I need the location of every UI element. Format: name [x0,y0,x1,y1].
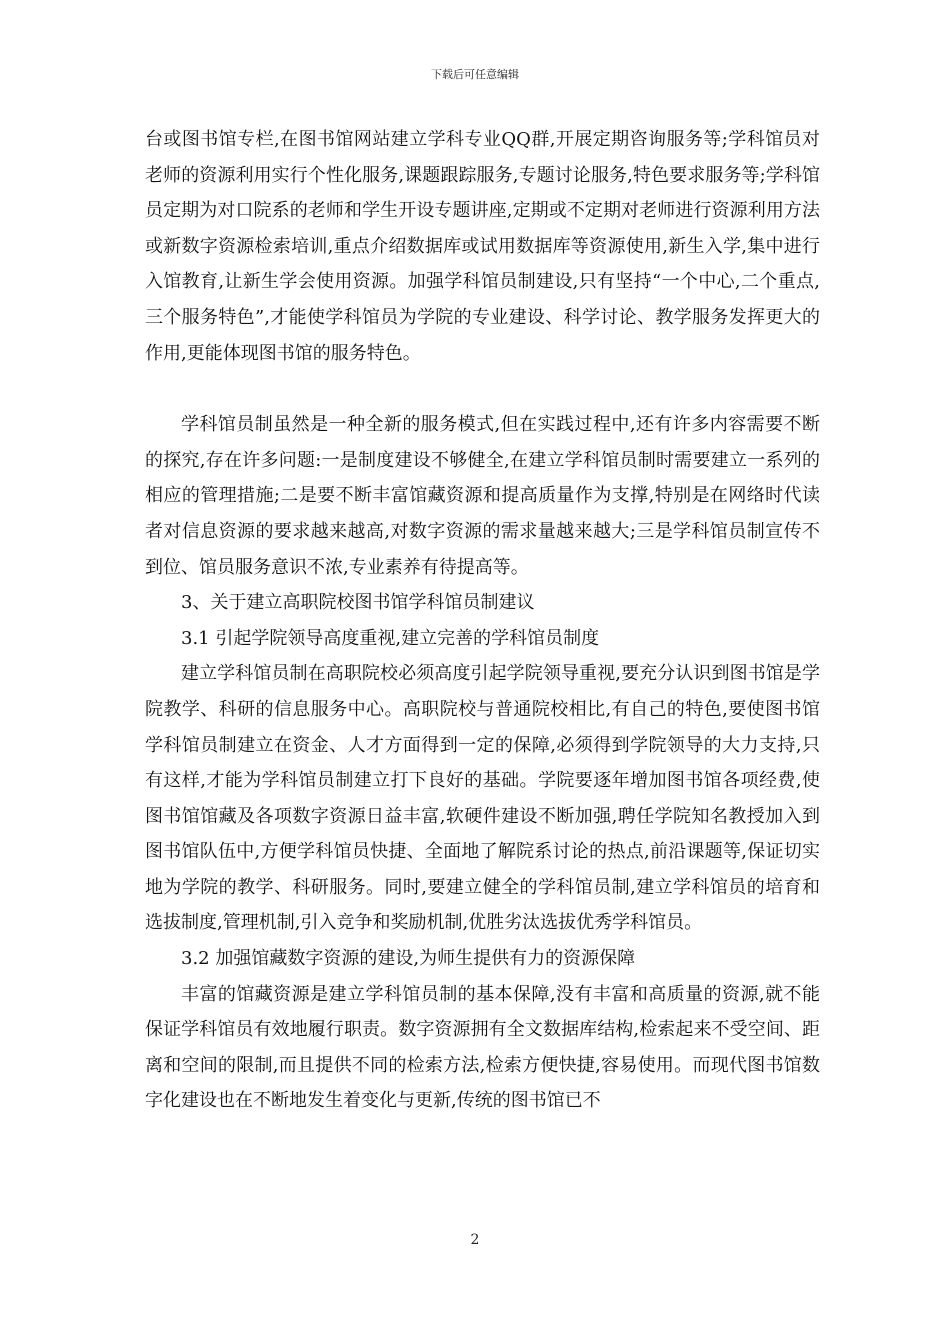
paragraph-3-2-body: 丰富的馆藏资源是建立学科馆员制的基本保障,没有丰富和高质量的资源,就不能保证学科馆员有效地履行职责。数字资源拥有全文数据库结构,检索起来不受空间、距离和空间的限制,而且提供不同的检索方法,检索方便快捷,容易使用。而现代图书馆数字化建设也在不断地发生着变化与更新,传统的图书馆已不 [145,983,820,1112]
page-header: 下载后可任意编辑 [431,68,519,81]
paragraph-problems: 学科馆员制虽然是一种全新的服务模式,但在实践过程中,还有许多内容需要不断的探究,存在许多问题:一是制度建设不够健全,在建立学科馆员制时需要建立一系列的相应的管理措施;二是要不断丰富馆藏资源和提高质量作为支撑,特别是在网络时代读者对信息资源的要求越来越高,对数字资源的需求量越来越大;三是学科馆员制宣传不到位、馆员服务意识不浓,专业素养有待提高等。 [145,414,820,578]
document-body [145,122,820,1119]
paragraph-continuation: 台或图书馆专栏,在图书馆网站建立学科专业QQ群,开展定期咨询服务等;学科馆员对老师的资源利用实行个性化服务,课题跟踪服务,专题讨论服务,特色要求服务等;学科馆员定期为对口院系的老师和学生开设专题讲座,定期或不定期对老师进行资源利用方法或新数字资源检索培训,重点介绍数据库或试用数据库等资源使用,新生入学,集中进行入馆教育,让新生学会使用资源。加强学科馆员制建设,只有坚持“一个中心,二个重点,三个服务特色”,才能使学科馆员为学院的专业建设、科学讨论、教学服务发挥更大的作用,更能体现图书馆的服务特色。 [145,129,820,364]
page-number: 2 [470,1232,480,1248]
subsection-heading-3-1: 3.1 引起学院领导高度重视,建立完善的学科馆员制度 [181,627,600,649]
paragraph-3-1-body: 建立学科馆员制在高职院校必须高度引起学院领导重视,要充分认识到图书馆是学院教学、科研的信息服务中心。高职院校与普通院校相比,有自己的特色,要使图书馆学科馆员制建立在资金、人才方面得到一定的保障,必须得到学院领导的大力支持,只有这样,才能为学科馆员制建立打下良好的基础。学院要逐年增加图书馆各项经费,使图书馆馆藏及各项数字资源日益丰富,软硬件建设不断加强,聘任学院知名教授加入到图书馆队伍中,方便学科馆员快捷、全面地了解院系讨论的热点,前沿课题等,保证切实地为学院的教学、科研服务。同时,要建立健全的学科馆员制,建立学科馆员的培育和选拔制度,管理机制,引入竞争和奖励机制,优胜劣汰选拔优秀学科馆员。 [145,663,820,934]
subsection-heading-3-2: 3.2 加强馆藏数字资源的建设,为师生提供有力的资源保障 [181,948,636,970]
section-heading-3: 3、关于建立高职院校图书馆学科馆员制建议 [181,592,535,614]
